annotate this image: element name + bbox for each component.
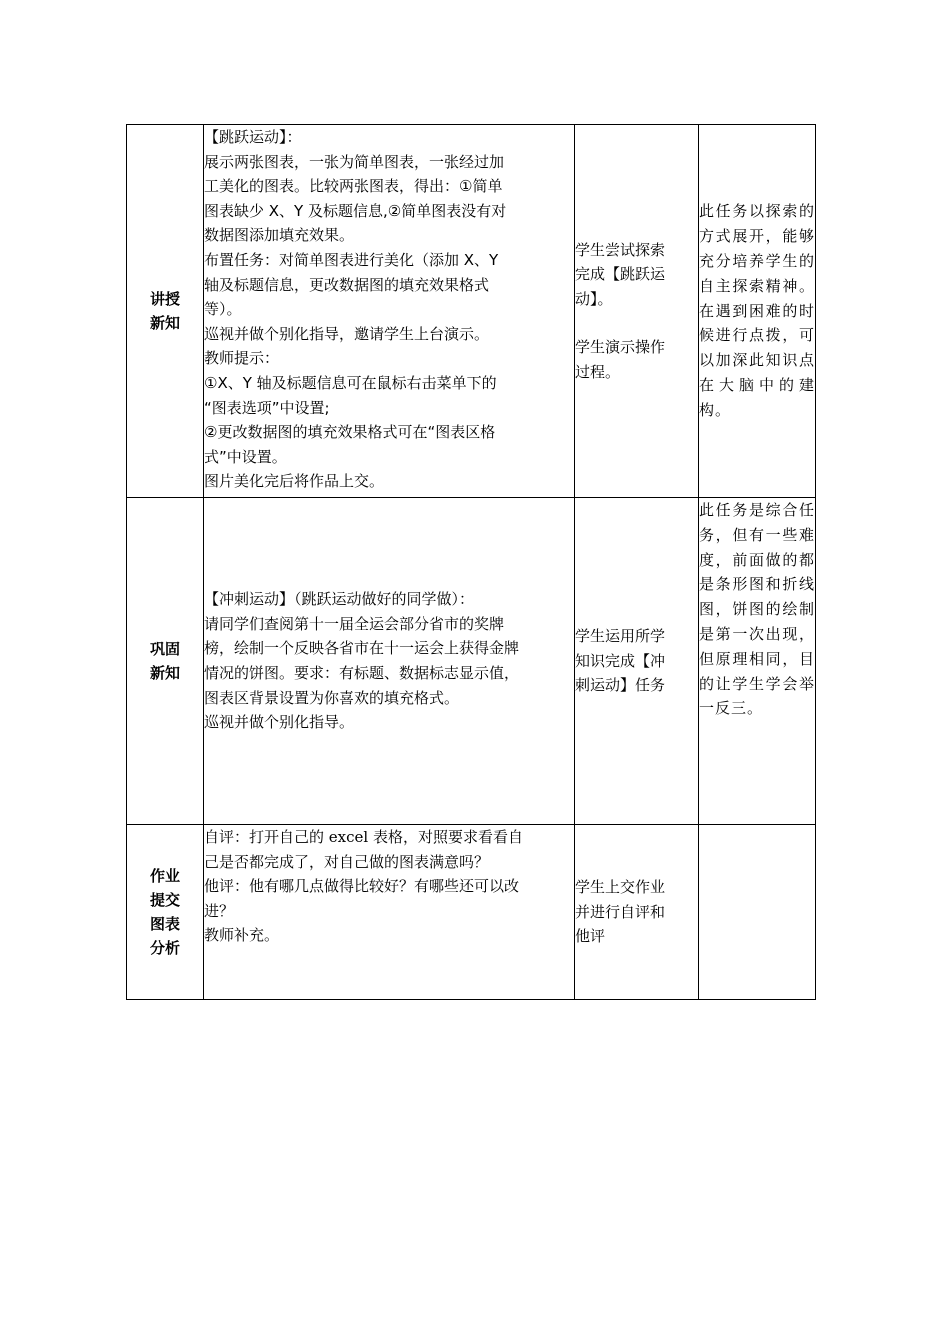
teacher-activity-cell [204,825,575,1000]
teacher-line: 图片美化完后将作品上交。 [204,472,385,491]
teacher-line: 己是否都完成了，对自己做的图表满意吗？ [204,852,490,871]
stage-label: 图表 [149,915,180,933]
student-line: 学生运用所学 [575,627,666,646]
student-line-gap [575,311,698,335]
teacher-line: 【冲刺运动】（跳跃运动做好的同学做）： [204,590,475,609]
student-line: 完成【跳跃运 [575,265,666,284]
student-line: 动】。 [575,289,613,308]
student-line: 知识完成【冲 [575,651,666,670]
table-row [127,498,816,825]
table-row [127,125,816,498]
teacher-line: 教师补充。 [204,926,280,945]
student-line: 学生演示操作 [575,338,666,357]
stage-label: 新知 [149,664,180,682]
stage-label: 分析 [149,939,180,957]
teacher-line: 布置任务：对简单图表进行美化（添加 X、Y [204,250,499,269]
teacher-line: 教师提示： [204,349,280,368]
teacher-line: 数据图添加填充效果。 [204,226,355,245]
teacher-line: 式”中设置。 [204,447,287,466]
teacher-line: ②更改数据图的填充效果格式可在“图表区格 [204,423,496,442]
teacher-line: 轴及标题信息，更改数据图的填充效果格式 [204,275,490,294]
student-activity-cell [575,498,699,825]
design-purpose-text: 此任务是综合任务，但有一些难度，前面做的都是条形图和折线图，饼图的绘制是第一次出现，但原理相同，目的让学生学会举一反三。 [699,501,815,718]
student-line: 并进行自评和 [575,902,666,921]
stage-cell [127,825,204,1000]
teacher-line: 工美化的图表。比较两张图表，得出：①简单 [204,177,503,196]
teacher-line: 情况的饼图。要求：有标题、数据标志显示值， [204,664,520,682]
student-line: 刺运动】任务 [575,676,666,695]
stage-label: 提交 [149,891,180,909]
stage-label: 巩固 [149,640,180,658]
stage-label: 新知 [149,314,180,332]
table-row [127,825,816,1000]
teacher-line: 自评：打开自己的 excel 表格，对照要求看看自 [204,828,523,846]
teacher-line: 榜，绘制一个反映各省市在十一运会上获得金牌 [204,639,520,658]
teacher-line: 巡视并做个别化指导，邀请学生上台演示。 [204,324,490,343]
teacher-activity-cell [204,125,575,498]
teacher-line: 展示两张图表，一张为简单图表，一张经过加 [204,152,505,171]
teacher-line: ①X、Y 轴及标题信息可在鼠标右击菜单下的 [204,373,497,392]
stage-label: 讲授 [149,290,180,308]
teacher-line: 巡视并做个别化指导。 [204,713,355,732]
teacher-activity-cell [204,498,575,825]
teacher-line: 进？ [204,901,235,920]
teacher-line: 图表缺少 X、Y 及标题信息,②简单图表没有对 [204,201,507,220]
design-purpose-cell [699,125,816,498]
lesson-plan-table [126,124,816,1000]
student-line: 学生尝试探索 [575,240,666,259]
student-activity-cell [575,125,699,498]
teacher-line: “图表选项”中设置; [204,398,330,417]
teacher-line: 【跳跃运动】： [204,128,302,146]
design-purpose-text: 此任务以探索的方式展开，能够充分培养学生的自主探索精神。在遇到困难的时候进行点拨，可以加深此知识点在大脑中的建构。 [699,202,815,419]
student-line: 过程。 [575,362,621,381]
teacher-line: 请同学们查阅第十一届全运会部分省市的奖牌 [204,614,505,633]
stage-label: 作业 [149,867,180,885]
student-line: 学生上交作业 [575,878,666,897]
stage-cell [127,498,204,825]
stage-cell [127,125,204,498]
design-purpose-cell [699,498,816,825]
student-activity-cell [575,825,699,1000]
design-purpose-cell [699,825,816,1000]
student-line: 他评 [575,927,606,946]
teacher-line: 等）。 [204,300,242,319]
teacher-line: 他评：他有哪几点做得比较好？有哪些还可以改 [204,877,520,896]
teacher-line: 图表区背景设置为你喜欢的填充格式。 [204,688,460,707]
